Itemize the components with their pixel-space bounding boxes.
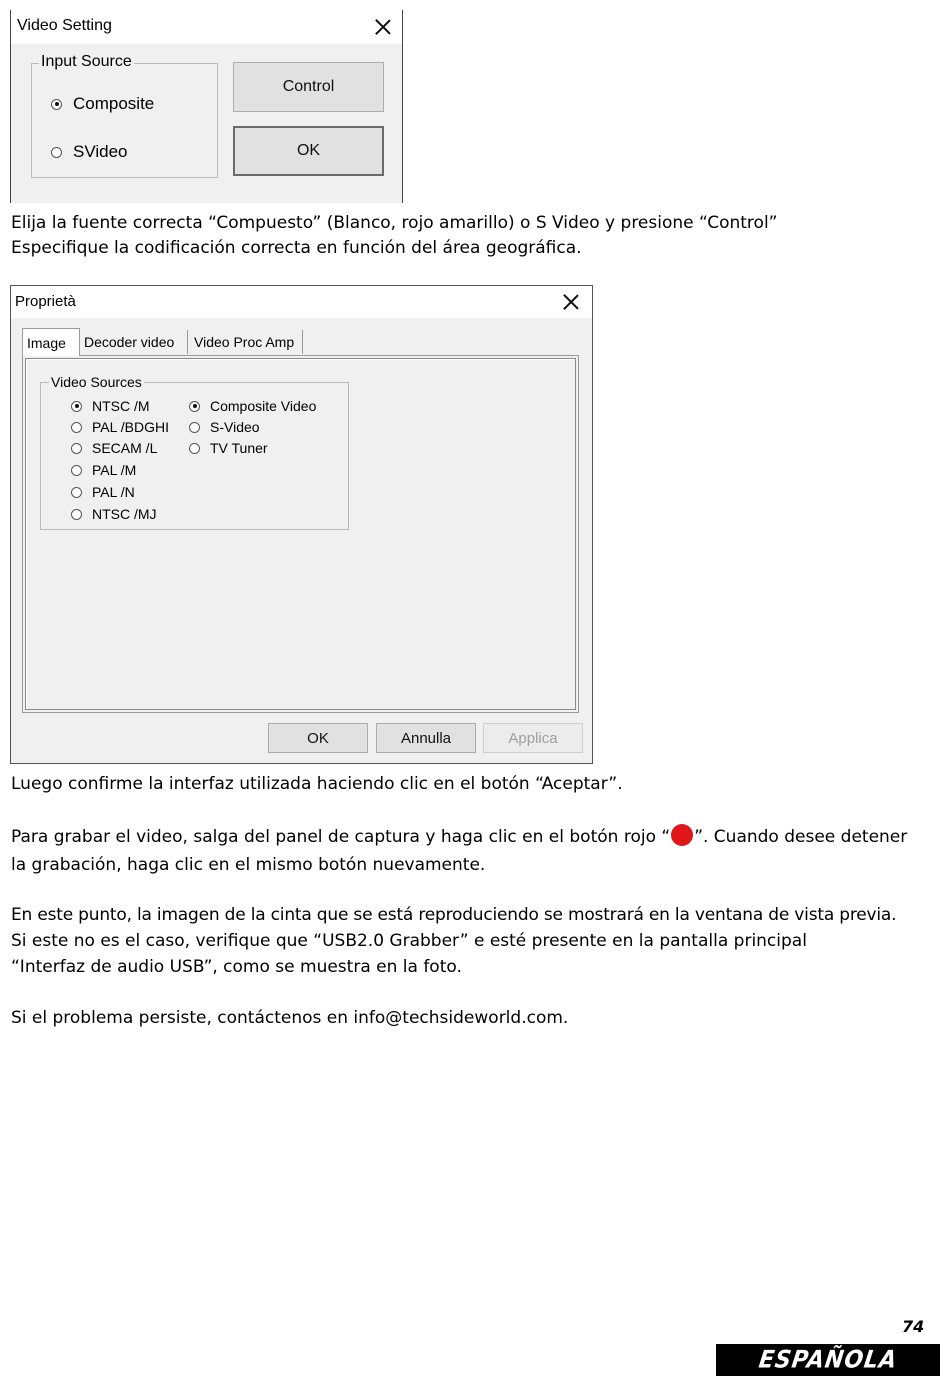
control-button[interactable]: Control	[233, 62, 384, 112]
input-label: Composite Video	[210, 398, 317, 414]
standard-option[interactable]	[71, 506, 157, 522]
video-sources-label: Video Sources	[51, 374, 142, 390]
tab-image[interactable]: Image	[22, 328, 80, 356]
composite-label: Composite	[73, 94, 155, 113]
record-text-after: ”. Cuando desee detener	[694, 827, 908, 847]
record-text-before: Para grabar el video, salga del panel de captura y haga clic en el botón rojo “	[11, 827, 671, 847]
close-icon[interactable]	[375, 19, 391, 35]
instruction-record-stop: la grabación, haga clic en el mismo botón nuevamente.	[11, 855, 486, 875]
standard-option[interactable]	[71, 419, 169, 435]
tab-video-proc-amp[interactable]: Video Proc Amp	[190, 330, 303, 354]
instruction-select-source: Elija la fuente correcta “Compuesto” (Blanco, rojo amarillo) o S Video y presione “Control”	[11, 213, 778, 233]
video-setting-titlebar	[11, 10, 402, 44]
apply-button: Applica	[483, 723, 583, 753]
instruction-record	[11, 824, 907, 848]
tab-decoder-video[interactable]: Decoder video	[80, 330, 188, 354]
record-button-icon	[671, 824, 693, 846]
properties-title: Proprietà	[15, 293, 76, 310]
close-icon[interactable]	[563, 294, 579, 310]
input-label: S-Video	[210, 419, 260, 435]
radio-unchecked-icon	[71, 509, 82, 520]
video-setting-dialog	[10, 10, 403, 203]
video-setting-title: Video Setting	[17, 17, 112, 34]
input-option[interactable]	[189, 440, 268, 456]
input-option[interactable]	[189, 419, 260, 435]
radio-unchecked-icon	[71, 422, 82, 433]
image-tab-panel	[22, 355, 579, 713]
radio-checked-icon	[51, 99, 62, 110]
radio-unchecked-icon	[71, 465, 82, 476]
standard-option[interactable]	[71, 484, 135, 500]
cancel-button[interactable]: Annulla	[376, 723, 476, 753]
instruction-contact: Si el problema persiste, contáctenos en info@techsideworld.com.	[11, 1008, 569, 1028]
language-banner	[716, 1344, 940, 1376]
radio-unchecked-icon	[71, 443, 82, 454]
standard-option[interactable]	[71, 440, 157, 456]
language-label: ESPAÑOLA	[756, 1346, 900, 1374]
instruction-verify-grabber: Si este no es el caso, verifique que “USB2.0 Grabber” e esté presente en la pantalla principal	[11, 931, 807, 951]
ok-button[interactable]: OK	[268, 723, 368, 753]
radio-unchecked-icon	[51, 147, 62, 158]
radio-checked-icon	[189, 401, 200, 412]
standard-option[interactable]	[71, 462, 136, 478]
properties-titlebar	[11, 286, 592, 318]
svideo-label: SVideo	[73, 142, 128, 161]
standard-label: NTSC /MJ	[92, 506, 157, 522]
composite-radio[interactable]	[51, 94, 154, 114]
ok-button[interactable]: OK	[233, 126, 384, 176]
page-number: 74	[902, 1317, 925, 1336]
instruction-preview: En este punto, la imagen de la cinta que se está reproduciendo se mostrará en la ventana de vista previa.	[11, 905, 897, 925]
input-source-label: Input Source	[41, 53, 132, 70]
standard-label: SECAM /L	[92, 440, 158, 456]
standard-label: PAL /M	[92, 462, 137, 478]
properties-dialog	[10, 285, 593, 764]
standard-label: PAL /BDGHI	[92, 419, 170, 435]
svideo-radio[interactable]	[51, 142, 128, 162]
instruction-confirm: Luego confirme la interfaz utilizada haciendo clic en el botón “Aceptar”.	[11, 774, 623, 794]
radio-unchecked-icon	[189, 422, 200, 433]
standard-option[interactable]	[71, 398, 150, 414]
radio-unchecked-icon	[71, 487, 82, 498]
instruction-audio-interface: “Interfaz de audio USB”, como se muestra en la foto.	[11, 957, 462, 977]
input-option[interactable]	[189, 398, 316, 414]
radio-checked-icon	[71, 401, 82, 412]
standard-label: PAL /N	[92, 484, 135, 500]
standard-label: NTSC /M	[92, 398, 150, 414]
input-label: TV Tuner	[210, 440, 268, 456]
radio-unchecked-icon	[189, 443, 200, 454]
instruction-encoding: Especifique la codificación correcta en función del área geográfica.	[11, 238, 582, 258]
